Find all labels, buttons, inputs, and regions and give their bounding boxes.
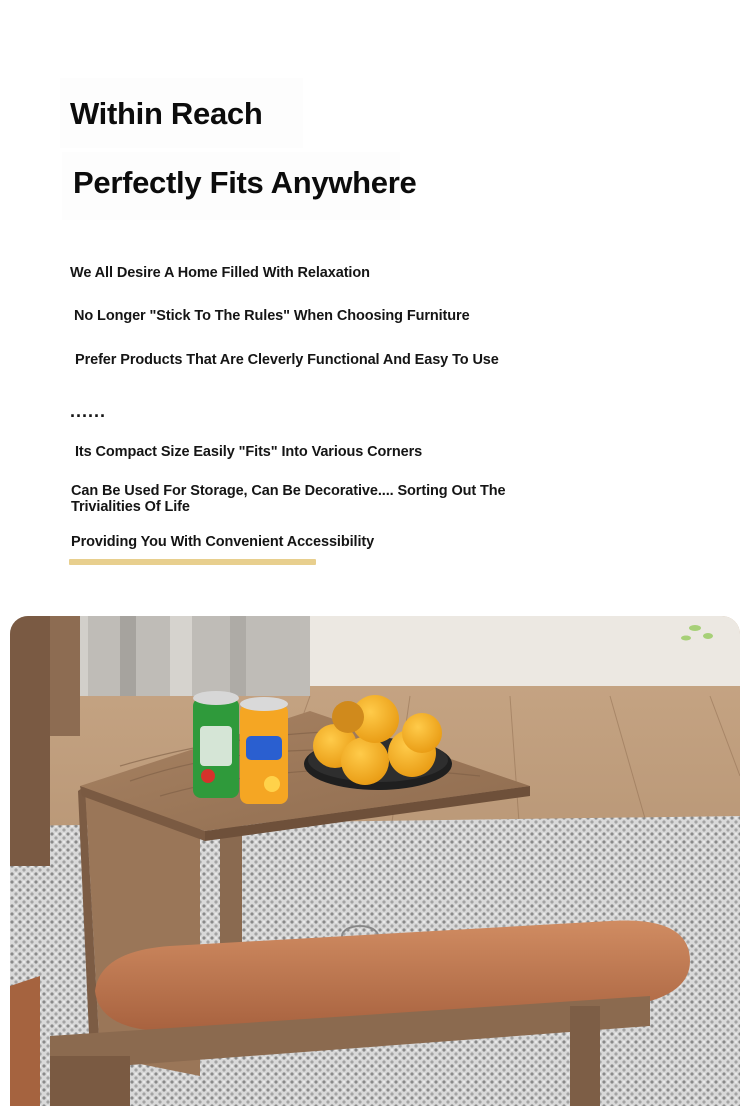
paragraph-line: Prefer Products That Are Cleverly Functional And Easy To Use — [75, 352, 499, 368]
soda-can — [193, 691, 239, 798]
section-subtitle: Perfectly Fits Anywhere — [73, 165, 417, 200]
paragraph-line: We All Desire A Home Filled With Relaxation — [70, 265, 370, 281]
dots-separator: ...... — [70, 401, 107, 421]
section-title: Within Reach — [70, 96, 263, 131]
paragraph-line: Can Be Used For Storage, Can Be Decorative.... Sorting Out The Trivialities Of Life — [71, 483, 506, 515]
paragraph-line: Its Compact Size Easily "Fits" Into Various Corners — [75, 444, 423, 460]
product-photo — [10, 616, 740, 1106]
product-scene — [10, 616, 740, 1106]
paragraph-line: No Longer "Stick To The Rules" When Choosing Furniture — [74, 308, 470, 324]
paragraph-line-highlight: Providing You With Convenient Accessibility — [71, 534, 375, 550]
accent-underline — [69, 559, 316, 565]
soda-can — [240, 697, 288, 804]
